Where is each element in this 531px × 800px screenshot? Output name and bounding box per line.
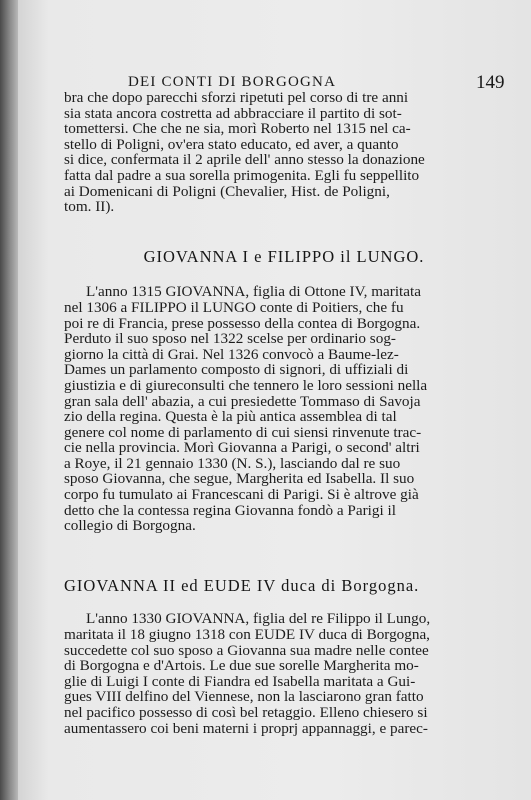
running-title: DEI CONTI DI BORGOGNA <box>128 74 337 90</box>
book-page <box>18 0 531 800</box>
text-line: genere col nome di parlamento di cui siensi rinvenute trac- <box>64 424 422 441</box>
text-line: ai Domenicani di Poligni (Chevalier, Hist. de Poligni, <box>64 183 390 200</box>
text-line: detto che la contessa regina Giovanna fondò a Parigi il <box>64 502 396 519</box>
text-line: stello di Poligni, ov'era stato educato, ed aver, a quanto <box>64 136 399 153</box>
page-body <box>64 90 504 736</box>
text-line: Dames un parlamento composto di signori, di uffiziali di <box>64 362 409 378</box>
text-line: aumentassero coi beni materni i proprj appannaggi, e parec- <box>64 720 428 737</box>
text-line: gran sala dell' abazia, a cui presiedette Tommaso di Savoja <box>64 393 421 410</box>
text-line: L'anno 1315 GIOVANNA, figlia di Ottone IV, maritata <box>86 284 421 300</box>
section2-paragraph <box>64 611 504 736</box>
text-line: glie di Luigi I conte di Fiandra ed Isabella maritata a Gui- <box>64 673 416 690</box>
section-title-giovanna-i: GIOVANNA I e FILIPPO il LUNGO. <box>143 246 425 266</box>
text-line: succedette col suo sposo a Giovanna sua madre nelle contee <box>64 642 429 659</box>
text-line: L'anno 1330 GIOVANNA, figlia del re Filippo il Lungo, <box>86 611 431 628</box>
section-title-giovanna-ii: GIOVANNA II ed EUDE IV duca di Borgogna. <box>64 575 420 595</box>
book-gutter <box>0 0 18 800</box>
text-line: sia stata ancora costretta ad abbracciare il partito di sot- <box>64 105 402 122</box>
text-line: si dice, confermata il 2 aprile dell' anno stesso la donazione <box>64 152 425 168</box>
text-line: bra che dopo parecchi sforzi ripetuti pel corso di tre anni <box>64 90 409 106</box>
text-line: nel pacifico possesso di così bel retaggio. Elleno chiesero si <box>64 705 428 721</box>
text-line: sposo Giovanna, che segue, Margherita ed Isabella. Il suo <box>64 471 415 488</box>
text-line: collegio di Borgogna. <box>64 518 196 534</box>
text-line: gues VIII delfino del Viennese, non la lasciarono gran fatto <box>64 689 424 705</box>
text-line: giustizia e di giureconsulti che tennero le loro sessioni nella <box>64 377 428 394</box>
text-line: nel 1306 a FILIPPO il LUNGO conte di Poitiers, che fu <box>64 299 404 316</box>
text-line: zio della regina. Questa è la più antica assemblea di tal <box>64 409 397 425</box>
text-line: tom. II). <box>64 199 115 215</box>
text-line: fatta dal padre a sua sorella primogenita. Egli fu seppellito <box>64 167 420 184</box>
text-line: a Roye, il 21 gennaio 1330 (N. S.), lasciando dal re suo <box>64 455 401 472</box>
intro-paragraph <box>64 90 504 215</box>
text-line: cie nella provincia. Morì Giovanna a Parigi, o second' altri <box>64 440 420 456</box>
text-line: tomettersi. Che che ne sia, morì Roberto nel 1315 nel ca- <box>64 121 411 137</box>
text-line: Perduto il suo sposo nel 1322 scelse per ordinario sog- <box>64 331 396 347</box>
text-line: di Borgogna e d'Artois. Le due sue sorelle Margherita mo- <box>64 658 419 674</box>
text-line: giorno la città di Grai. Nel 1326 convocò a Baume-lez- <box>64 346 399 363</box>
text-line: poi re di Francia, prese possesso della contea di Borgogna. <box>64 315 421 332</box>
page-number: 149 <box>476 72 505 93</box>
text-line: maritata il 18 giugno 1318 con EUDE IV duca di Borgogna, <box>64 627 430 643</box>
section1-paragraph <box>64 284 504 534</box>
text-line: corpo fu tumulato ai Francescani di Parigi. Si è altrove già <box>64 487 419 503</box>
